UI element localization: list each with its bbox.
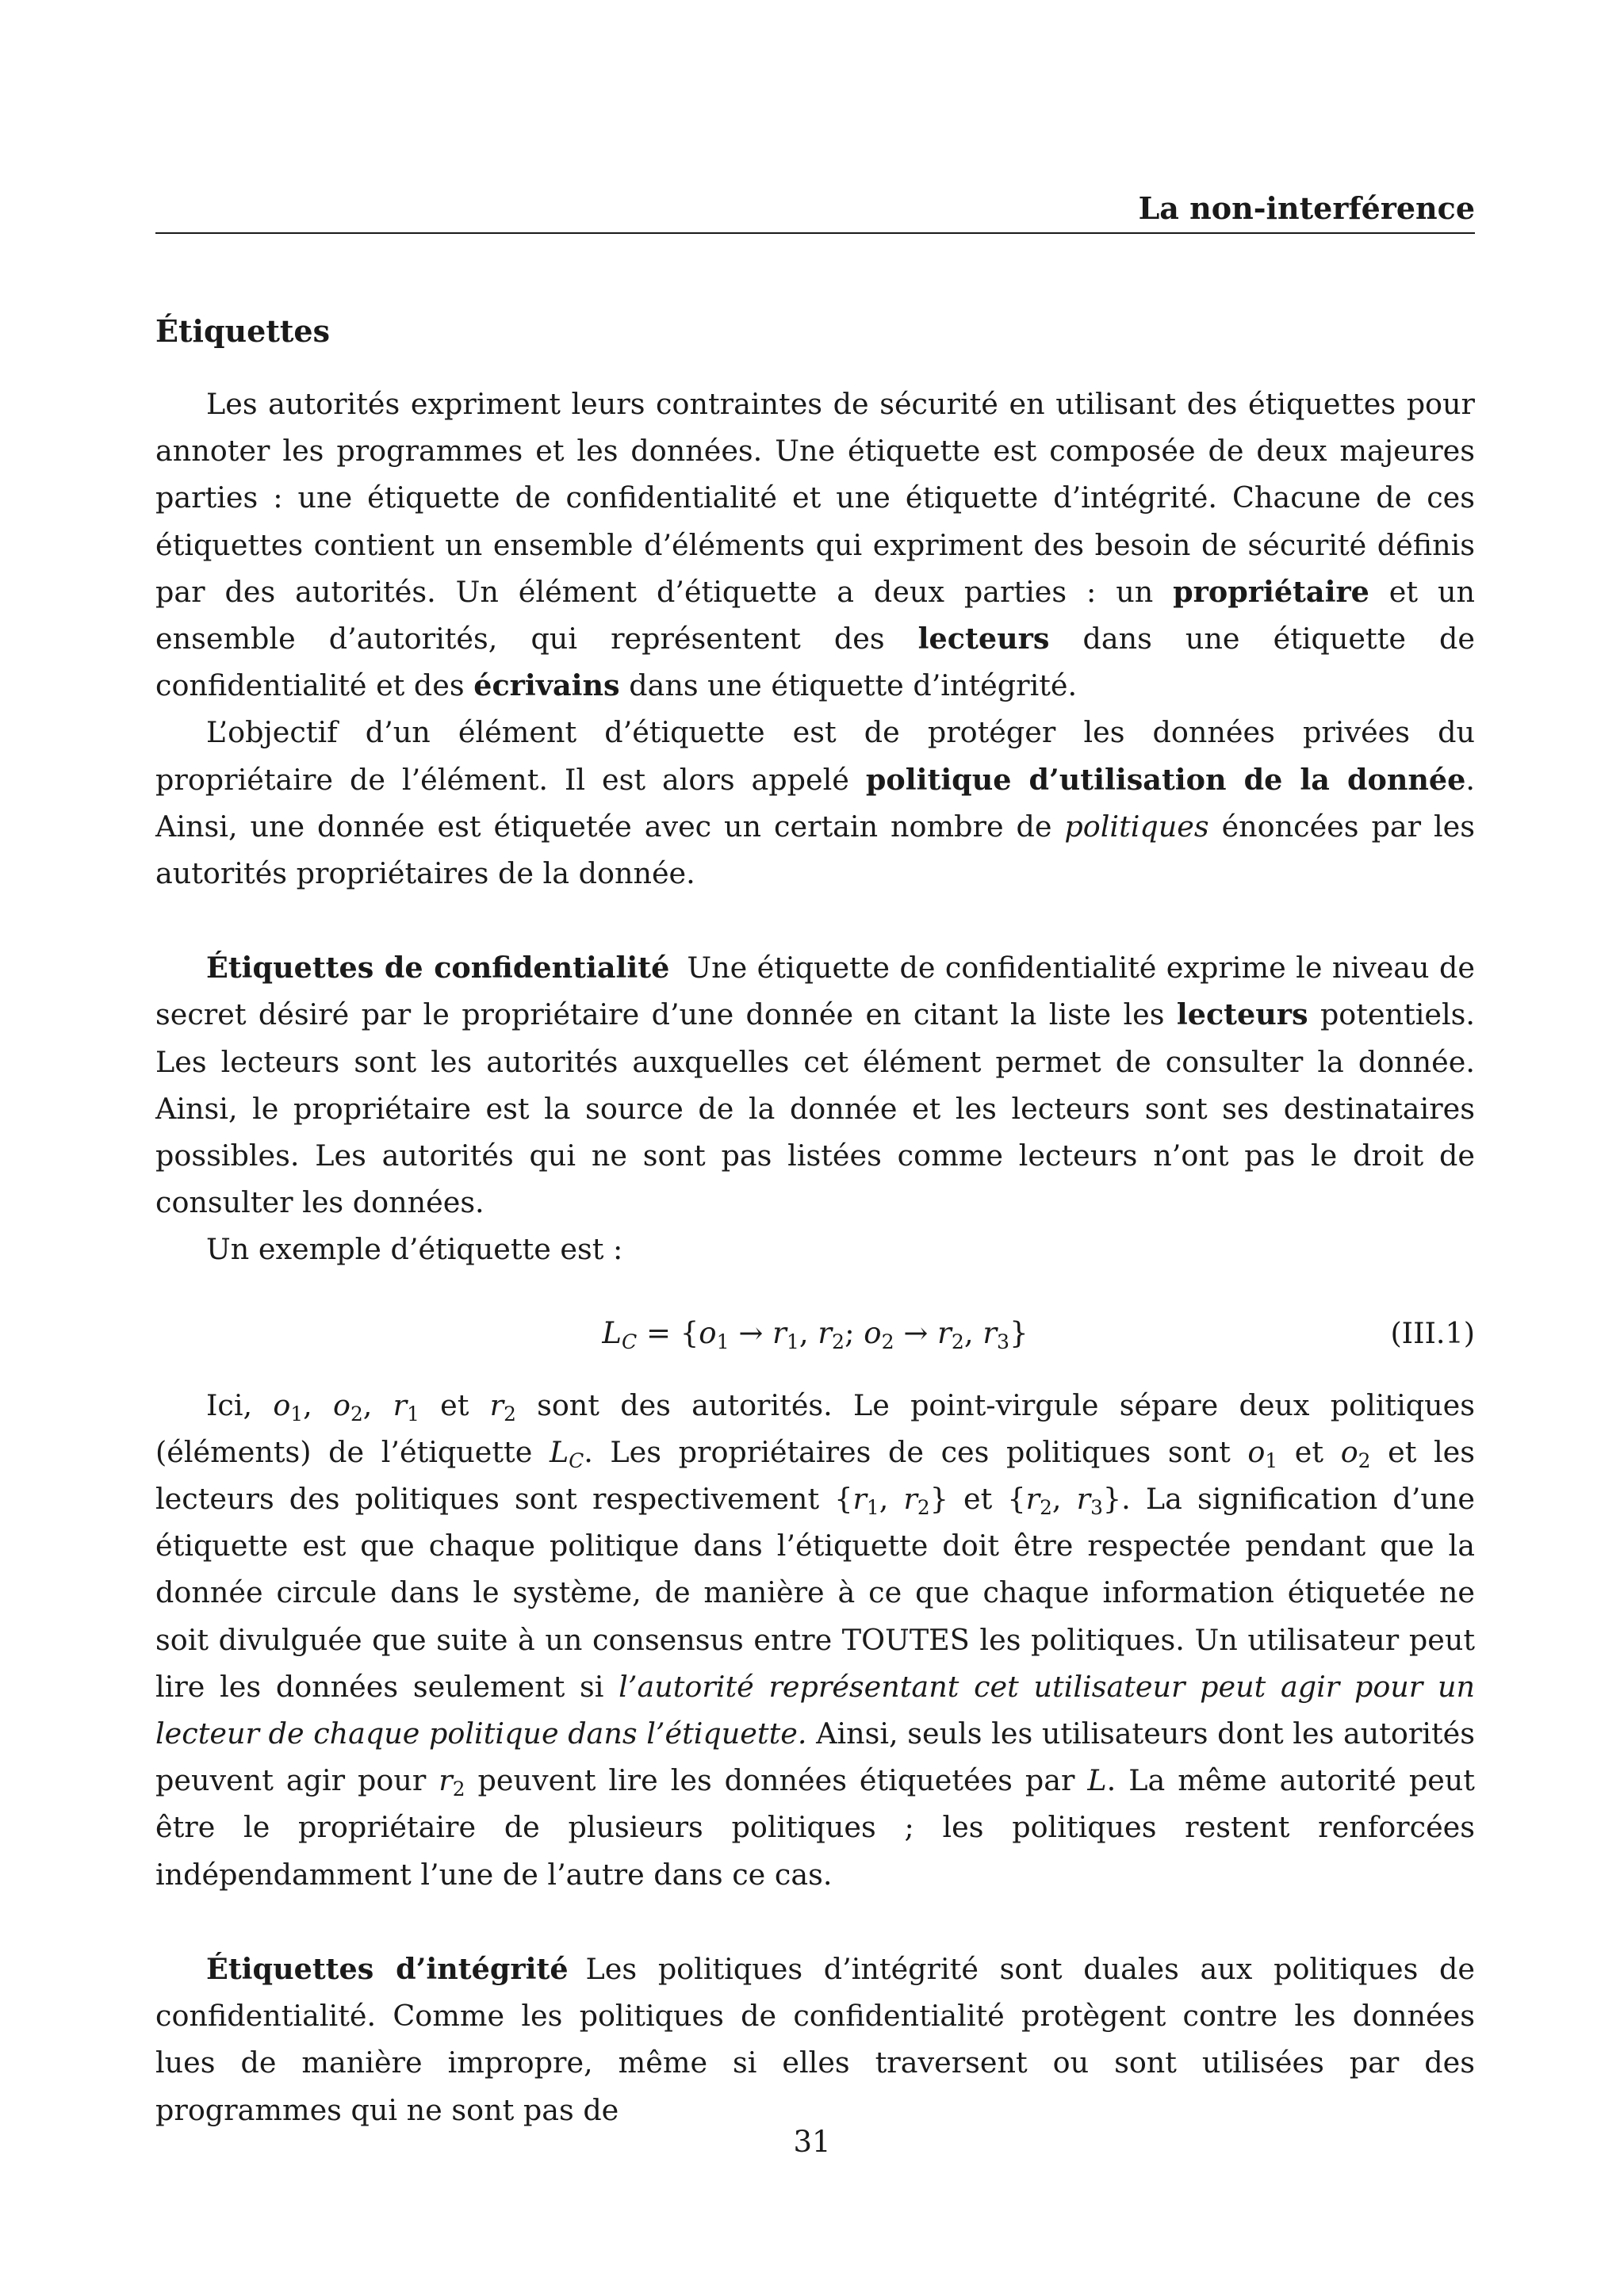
bold-term-owner: propriétaire — [1173, 574, 1369, 609]
text: Ici, — [206, 1387, 274, 1422]
text: }. La signification d’une étiquette est que chaque politique dans l’étiquette doit être respectée pendant que la donnée circule dans le système, de manière à ce que chaque information étiquetée ne soit divulguée que suite à un consensus entre TOUTES les politiques. Un utilisateur peut lire les données seulement si — [155, 1482, 1475, 1704]
text: , — [1051, 1482, 1077, 1517]
math-operator: , — [799, 1315, 818, 1350]
math-operator: } — [1009, 1315, 1028, 1350]
math-subscript: C — [621, 1330, 638, 1353]
paragraph-label-objective — [155, 709, 1475, 897]
text: peuvent lire les données étiquetées par — [465, 1763, 1088, 1798]
text: et — [1277, 1434, 1341, 1469]
paragraph-confidentiality — [155, 944, 1475, 1226]
run-in-heading-confidentiality: Étiquettes de confidentialité — [206, 951, 670, 985]
page-number: 31 — [793, 2125, 831, 2159]
text: } et { — [929, 1482, 1026, 1517]
text: . Les propriétaires de ces politiques sont — [584, 1434, 1248, 1469]
math-symbol: r — [439, 1763, 453, 1798]
math-symbol: r — [489, 1387, 504, 1422]
bold-term-writers: écrivains — [473, 668, 620, 703]
paragraph-example-intro: Un exemple d’étiquette est : — [206, 1232, 623, 1267]
run-in-heading-integrity: Étiquettes d’intégrité — [206, 1951, 569, 1986]
math-symbol: r — [937, 1315, 952, 1350]
math-symbol: o — [699, 1315, 717, 1350]
math-symbol: o — [1247, 1434, 1266, 1469]
bold-term-usage-policy: politique d’utilisation de la donnée — [865, 762, 1466, 797]
math-operator: , — [963, 1315, 983, 1350]
math-subscript: 1 — [786, 1330, 799, 1353]
bold-term-readers: lecteurs — [917, 622, 1050, 656]
math-symbol: r — [1025, 1482, 1040, 1517]
text: , — [303, 1387, 333, 1422]
math-symbol: o — [1340, 1434, 1358, 1469]
paragraph-labels-intro — [155, 381, 1475, 709]
math-operator: ; — [845, 1315, 864, 1350]
text: Les politiques d’intégrité sont duales aux politiques de confidentialité. Comme les politiques de confidentialité protègent contre les données lues de manière impropre, même si elles traversent ou sont utilisées par des programmes qui ne sont pas de — [155, 1951, 1475, 2127]
math-symbol: L — [549, 1434, 569, 1469]
math-subscript: 2 — [832, 1330, 845, 1353]
math-operator: = { — [637, 1315, 699, 1350]
display-equation — [155, 1310, 1475, 1357]
text: , — [362, 1387, 393, 1422]
math-symbol: r — [772, 1315, 787, 1350]
text: énoncées par les autorités propriétaires de la donnée. — [155, 809, 1475, 891]
math-symbol: r — [982, 1315, 998, 1350]
paragraph-example-explanation — [155, 1382, 1475, 1898]
math-symbol: r — [1076, 1482, 1091, 1517]
page-body — [155, 308, 1475, 2133]
text: Une étiquette de confidentialité exprime le niveau de secret désiré par le propriétaire d’une donnée en citant la liste les — [155, 951, 1475, 1032]
math-subscript: 1 — [407, 1402, 419, 1425]
text: dans une étiquette d’intégrité. — [619, 668, 1078, 703]
equation-body — [155, 1310, 1475, 1357]
text: et les lecteurs des politiques sont respectivement { — [155, 1434, 1475, 1517]
math-subscript: 2 — [1358, 1448, 1371, 1472]
math-subscript: 2 — [1040, 1496, 1052, 1519]
math-symbol: L — [602, 1315, 622, 1350]
math-subscript: 1 — [1265, 1448, 1278, 1472]
equation-number: (III.1) — [1390, 1315, 1475, 1350]
math-subscript: 2 — [951, 1330, 964, 1353]
text: Les autorités expriment leurs contraintes de sécurité en utilisant des étiquettes pour annoter les programmes et les données. Une étiquette est composée de deux majeures parties : une étiquette de confidentialité et une étiquette d’intégrité. Chacune de ces étiquettes contient un ensemble d’éléments qui expriment des besoin de sécurité définis par des autorités. Un élément d’étiquette a deux parties : un — [155, 387, 1475, 609]
math-subscript: 1 — [716, 1330, 730, 1353]
math-symbol: o — [273, 1387, 291, 1422]
math-symbol: o — [864, 1315, 882, 1350]
math-subscript: 1 — [290, 1402, 304, 1425]
header-rule — [155, 232, 1475, 234]
paragraph-integrity — [155, 1946, 1475, 2133]
italic-emphasis: l’autorité représentant cet utilisateur peut agir pour un lecteur de chaque politique dans l’étiquette. — [155, 1669, 1475, 1751]
text: sont des autorités. Le point-virgule sépare deux politiques (éléments) de l’étiquette — [155, 1387, 1475, 1469]
bold-term-readers: lecteurs — [1176, 997, 1308, 1032]
math-subscript: 1 — [866, 1496, 879, 1519]
text: , — [879, 1482, 904, 1517]
running-header: La non-interférence — [1138, 190, 1475, 226]
math-subscript: 2 — [504, 1402, 516, 1425]
italic-term-policies: politiques — [1064, 809, 1209, 844]
text: . La même autorité peut être le propriétaire de plusieurs politiques ; les politiques restent renforcées indépendamment l’une de l’autre dans ce cas. — [155, 1763, 1475, 1892]
math-operator: → — [894, 1315, 938, 1350]
text: . Ainsi, une donnée est étiquetée avec un certain nombre de — [155, 762, 1475, 844]
text: et — [419, 1387, 490, 1422]
math-symbol: L — [1087, 1763, 1107, 1798]
text: L’objectif d’un élément d’étiquette est de protéger les données privées du propriétaire de l’élément. Il est alors appelé — [155, 715, 1475, 797]
math-subscript: 3 — [997, 1330, 1010, 1353]
math-subscript: 2 — [881, 1330, 894, 1353]
text: et un ensemble d’autorités, qui représentent des — [155, 574, 1475, 656]
math-subscript: 2 — [917, 1496, 930, 1519]
section-title: Étiquettes — [155, 313, 331, 349]
math-subscript: C — [569, 1448, 584, 1472]
text: dans une étiquette de confidentialité et des — [155, 622, 1475, 703]
math-subscript: 2 — [350, 1402, 363, 1425]
text: potentiels. Les lecteurs sont les autorités auxquelles cet élément permet de consulter la donnée. Ainsi, le propriétaire est la source de la donnée et les lecteurs sont ses destinataires possibles. Les autorités qui ne sont pas listées comme lecteurs n’ont pas le droit de consulter les données. — [155, 997, 1476, 1220]
math-operator: → — [729, 1315, 773, 1350]
math-subscript: 2 — [452, 1777, 465, 1801]
math-symbol: r — [393, 1387, 408, 1422]
math-subscript: 3 — [1090, 1496, 1103, 1519]
math-symbol: r — [903, 1482, 917, 1517]
math-symbol: o — [333, 1387, 350, 1422]
text: Ainsi, seuls les utilisateurs dont les autorités peuvent agir pour — [155, 1716, 1475, 1798]
math-symbol: r — [818, 1315, 833, 1350]
math-symbol: r — [852, 1482, 867, 1517]
